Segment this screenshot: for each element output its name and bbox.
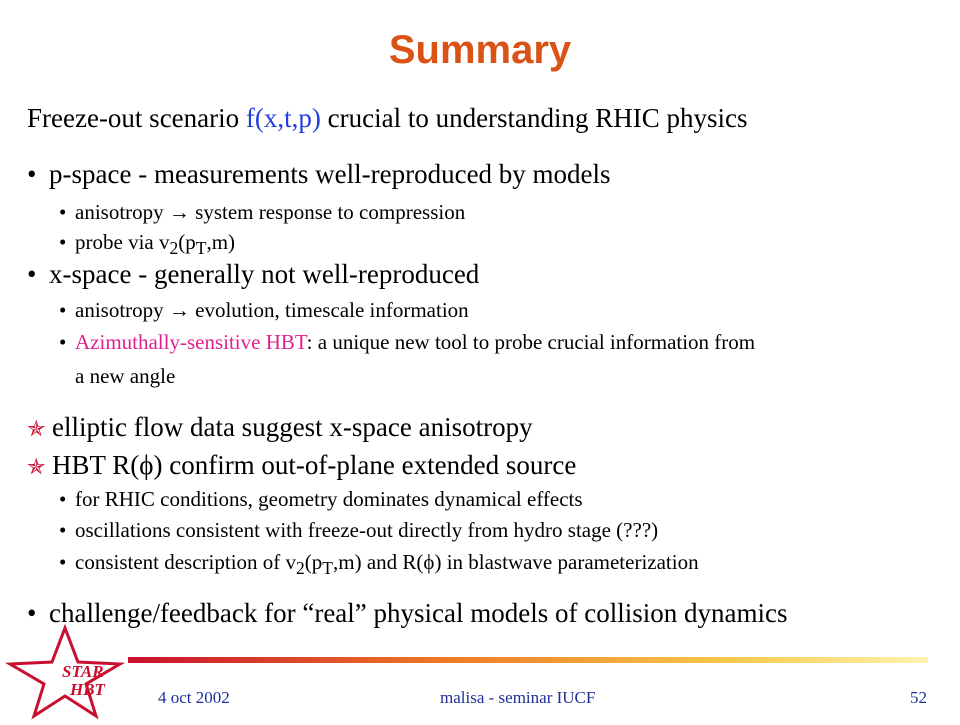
intro-line <box>27 103 748 134</box>
star-sub1-text: for RHIC conditions, geometry dominates dynamical effects <box>75 487 583 511</box>
pspace-sub1-text: anisotropy → system response to compression <box>75 200 466 224</box>
bullet-dot: • <box>27 259 37 289</box>
star-sub3 <box>59 550 699 579</box>
bullet-dot: • <box>27 598 37 628</box>
logo-star-text: STAR <box>62 662 104 681</box>
star-item-2 <box>27 450 576 481</box>
star-item-1 <box>27 412 533 443</box>
pspace-bullet <box>27 159 611 190</box>
logo-hbt-text: HBT <box>70 680 105 699</box>
star-sub3-text: consistent description of v <box>75 550 297 574</box>
final-bullet <box>27 598 787 629</box>
xspace-text: x-space - generally not well-reproduced <box>49 259 480 289</box>
slide-title: Summary <box>388 28 572 72</box>
final-bullet-text: challenge/feedback for “real” physical models of collision dynamics <box>49 598 788 628</box>
star-sub2-text: oscillations consistent with freeze-out directly from hydro stage (???) <box>75 518 659 542</box>
xspace-sub1 <box>59 298 469 323</box>
intro-text: Freeze-out scenario <box>27 103 246 133</box>
footer-gradient-bar <box>128 657 928 663</box>
pspace-sub2-text: (p <box>178 230 196 254</box>
page-number: 52 <box>910 688 927 707</box>
bullet-dot: • <box>59 330 67 354</box>
star-sub1 <box>59 487 583 512</box>
hbt-highlight: Azimuthally-sensitive HBT <box>75 330 307 354</box>
intro-highlight: f(x,t,p) <box>245 103 321 133</box>
star-bullet-icon: ✯ <box>27 416 46 441</box>
bullet-dot: • <box>59 518 67 542</box>
xspace-bullet <box>27 259 479 290</box>
bullet-dot: • <box>27 159 37 189</box>
xspace-sub2-cont <box>75 364 175 389</box>
xspace-sub1-text: anisotropy → evolution, timescale information <box>75 298 469 322</box>
xspace-sub2-text: : a unique new tool to probe crucial information from <box>306 330 756 354</box>
star-sub2 <box>59 518 658 543</box>
pspace-sub2-text: ,m) <box>206 230 236 254</box>
xspace-sub2-cont-text: a new angle <box>75 364 176 388</box>
footer-date: 4 oct 2002 <box>158 688 230 707</box>
bullet-dot: • <box>59 230 67 254</box>
footer-center: malisa - seminar IUCF <box>440 688 596 707</box>
star-item-1-text: elliptic flow data suggest x-space anisotropy <box>52 412 533 442</box>
star-sub3-text: ,m) and R(ϕ) in blastwave parameterization <box>333 550 699 574</box>
pspace-sub1 <box>59 200 465 225</box>
star-sub3-text: (p <box>304 550 323 574</box>
bullet-dot: • <box>59 200 67 224</box>
subscript: T <box>195 238 207 259</box>
pspace-sub2-text: probe via v <box>75 230 170 254</box>
pspace-sub2 <box>59 230 235 259</box>
star-item-2-text: HBT R(ϕ) confirm out-of-plane extended source <box>52 450 577 480</box>
subscript: T <box>322 558 333 579</box>
subscript: 2 <box>296 558 305 579</box>
subscript: 2 <box>169 238 179 259</box>
bullet-dot: • <box>59 550 67 574</box>
xspace-sub2 <box>59 330 755 355</box>
bullet-dot: • <box>59 298 67 322</box>
intro-text-end: crucial to understanding RHIC physics <box>320 103 748 133</box>
bullet-dot: • <box>59 487 67 511</box>
star-bullet-icon: ✯ <box>27 454 46 479</box>
pspace-text: p-space - measurements well-reproduced by models <box>49 159 611 189</box>
star-logo-icon <box>0 622 130 720</box>
